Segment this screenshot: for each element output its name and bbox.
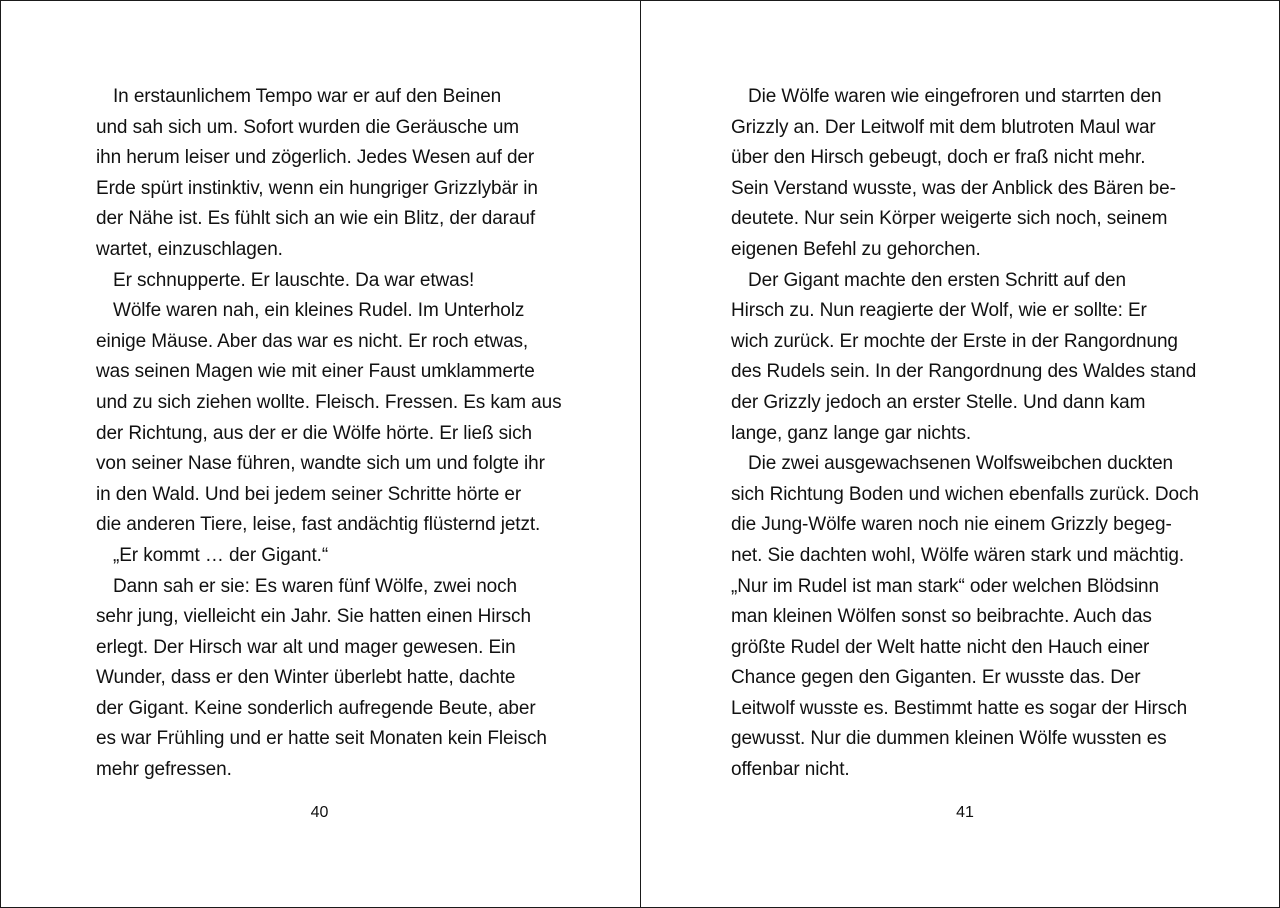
text-line: des Rudels sein. In der Rangordnung des Waldes stand (731, 361, 1197, 383)
text-line: Chance gegen den Giganten. Er wusste das. Der (731, 667, 1141, 689)
text-line: der Gigant. Keine sonderlich aufregende Beute, aber (96, 697, 536, 719)
text-line: und zu sich ziehen wollte. Fleisch. Fressen. Es kam aus (96, 391, 562, 413)
text-line: „Er kommt … der Gigant.“ (113, 544, 329, 566)
text-line: von seiner Nase führen, wandte sich um und folgte ihr (96, 453, 545, 475)
text-line: Wunder, dass er den Winter überlebt hatte, dachte (96, 667, 516, 689)
text-line: in den Wald. Und bei jedem seiner Schritte hörte er (96, 483, 522, 505)
text-line: größte Rudel der Welt hatte nicht den Hauch einer (731, 636, 1150, 658)
page-number: 41 (956, 804, 974, 821)
text-line: deutete. Nur sein Körper weigerte sich noch, seinem (731, 208, 1168, 230)
left-page (96, 82, 562, 862)
text-line: sehr jung, vielleicht ein Jahr. Sie hatten einen Hirsch (96, 606, 531, 628)
text-line: eigenen Befehl zu gehorchen. (731, 238, 981, 260)
text-line: sich Richtung Boden und wichen ebenfalls zurück. Doch (731, 483, 1199, 505)
right-page-text (731, 82, 1201, 786)
text-line: es war Frühling und er hatte seit Monaten kein Fleisch (96, 728, 547, 750)
text-line: „Nur im Rudel ist man stark“ oder welchen Blödsinn (731, 575, 1159, 597)
left-page-text (96, 82, 562, 786)
text-line: net. Sie dachten wohl, Wölfe wären stark und mächtig. (731, 544, 1185, 566)
text-line: ihn herum leiser und zögerlich. Jedes Wesen auf der (96, 147, 535, 169)
text-line: Dann sah er sie: Es waren fünf Wölfe, zwei noch (113, 575, 517, 597)
text-line: In erstaunlichem Tempo war er auf den Beinen (113, 86, 502, 107)
text-line: der Richtung, aus der er die Wölfe hörte. Er ließ sich (96, 422, 533, 444)
text-line: der Grizzly jedoch an erster Stelle. Und dann kam (731, 391, 1146, 413)
text-line: Erde spürt instinktiv, wenn ein hungriger Grizzlybär in (96, 177, 538, 199)
text-line: was seinen Magen wie mit einer Faust umklammerte (96, 361, 535, 383)
text-line: offenbar nicht. (731, 759, 850, 781)
text-line: Sein Verstand wusste, was der Anblick des Bären be- (731, 177, 1176, 199)
text-line: gewusst. Nur die dummen kleinen Wölfe wussten es (731, 728, 1167, 750)
text-line: Die Wölfe waren wie eingefroren und starrten den (748, 86, 1162, 107)
text-line: die Jung-Wölfe waren noch nie einem Grizzly begeg- (731, 514, 1172, 536)
page-number: 40 (310, 804, 329, 821)
text-line: man kleinen Wölfen sonst so beibrachte. Auch das (731, 606, 1152, 628)
text-line: der Nähe ist. Es fühlt sich an wie ein Blitz, der darauf (96, 208, 536, 230)
text-line: über den Hirsch gebeugt, doch er fraß nicht mehr. (731, 147, 1146, 169)
right-page (731, 82, 1201, 862)
text-line: mehr gefressen. (96, 759, 232, 781)
text-line: wich zurück. Er mochte der Erste in der Rangordnung (731, 330, 1178, 352)
text-line: Die zwei ausgewachsenen Wolfsweibchen duckten (748, 453, 1174, 475)
page-gutter-divider (640, 1, 641, 907)
text-line: lange, ganz lange gar nichts. (731, 422, 972, 444)
text-line: erlegt. Der Hirsch war alt und mager gewesen. Ein (96, 636, 516, 658)
text-line: Er schnupperte. Er lauschte. Da war etwas! (113, 269, 475, 291)
text-line: Leitwolf wusste es. Bestimmt hatte es sogar der Hirsch (731, 697, 1188, 719)
text-line: und sah sich um. Sofort wurden die Geräusche um (96, 116, 520, 138)
text-line: Grizzly an. Der Leitwolf mit dem blutroten Maul war (731, 116, 1156, 138)
text-line: einige Mäuse. Aber das war es nicht. Er roch etwas, (96, 330, 529, 352)
text-line: Der Gigant machte den ersten Schritt auf den (748, 269, 1126, 291)
text-line: Wölfe waren nah, ein kleines Rudel. Im Unterholz (113, 300, 525, 322)
text-line: die anderen Tiere, leise, fast andächtig flüsternd jetzt. (96, 514, 541, 536)
text-line: wartet, einzuschlagen. (96, 238, 283, 260)
text-line: Hirsch zu. Nun reagierte der Wolf, wie er sollte: Er (731, 300, 1147, 322)
